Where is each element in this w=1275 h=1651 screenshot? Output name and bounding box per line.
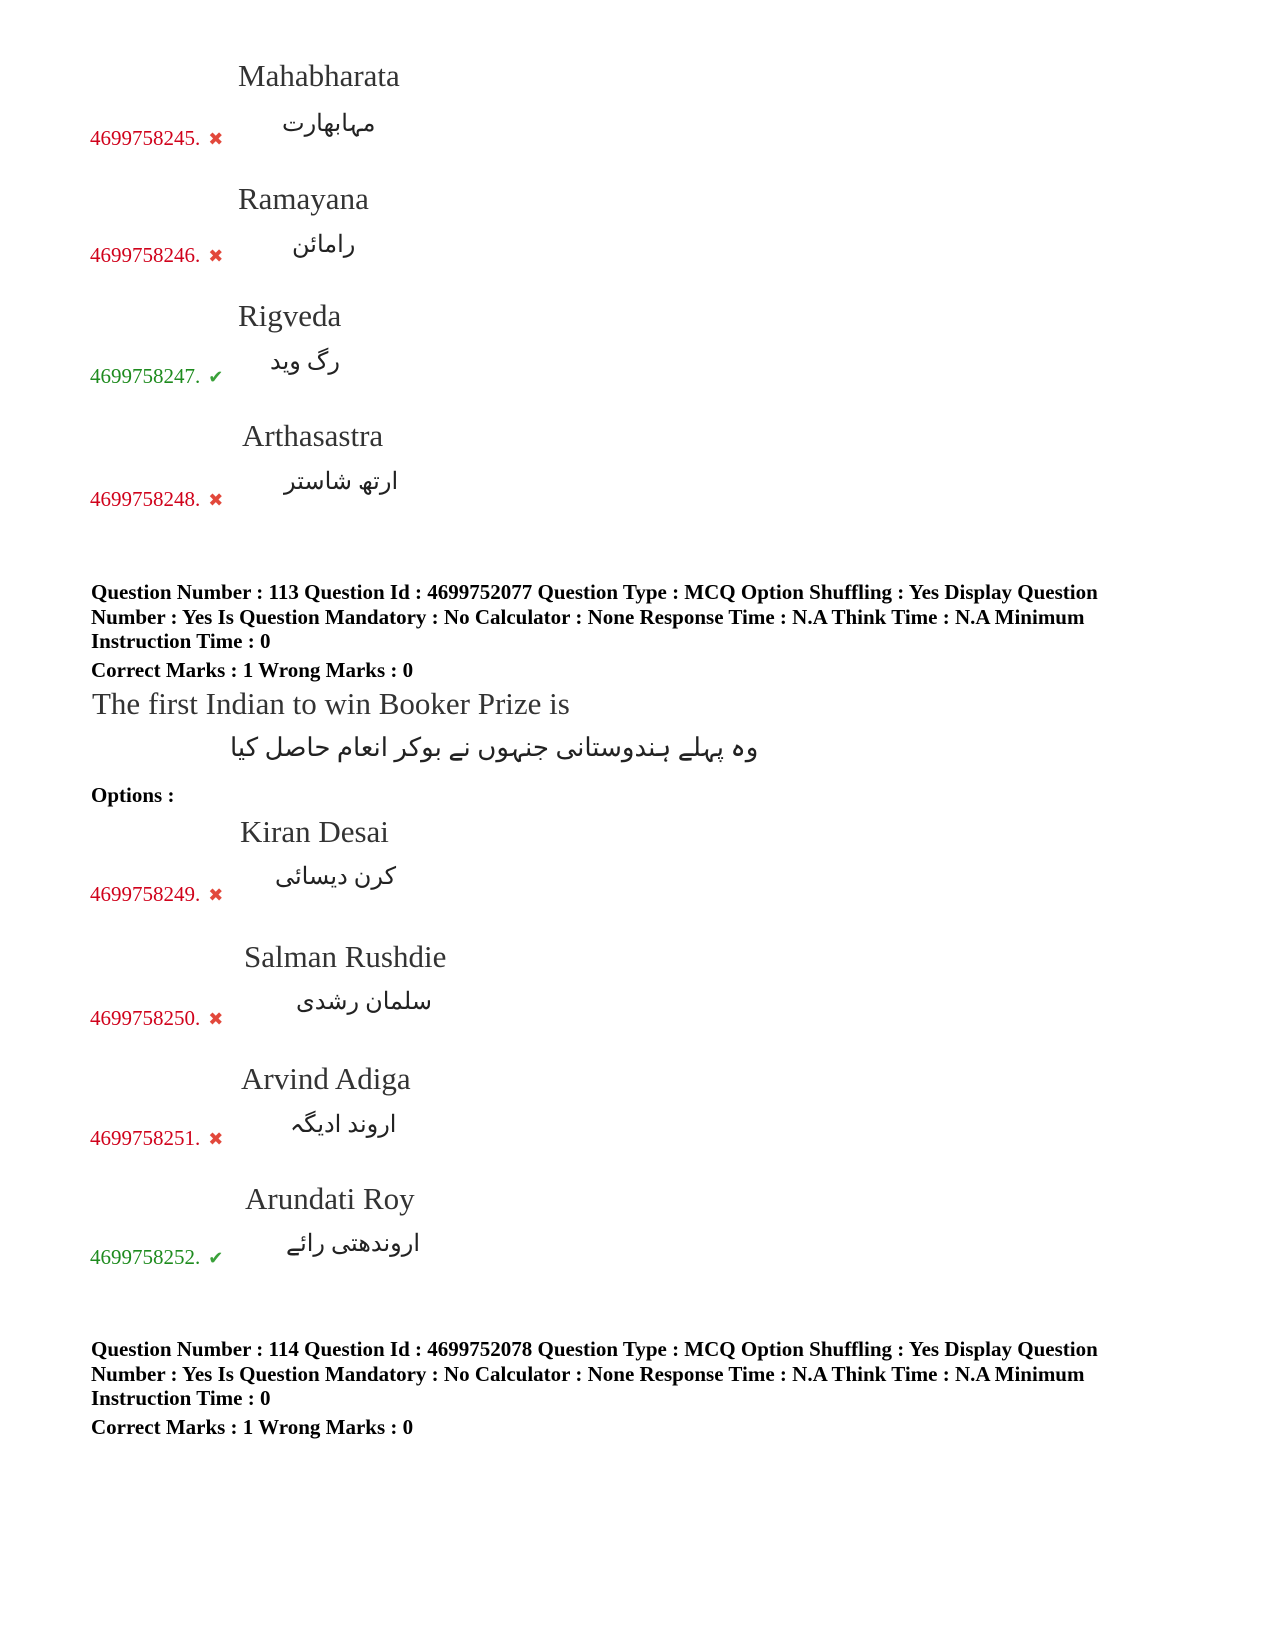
question-text-en: The first Indian to win Booker Prize is: [92, 686, 570, 721]
option-text-en: Arthasastra: [242, 418, 384, 453]
check-mark-icon: ✔: [208, 1248, 224, 1268]
option-text-ur: رامائن: [292, 232, 356, 258]
option-id: 4699758252. ✔: [90, 1245, 224, 1269]
option-text-ur: اروندھتی رائے: [286, 1231, 421, 1257]
option-text-en: Mahabharata: [238, 58, 400, 93]
option-text-ur: اروند ادیگہ: [290, 1112, 397, 1138]
option-text-en: Kiran Desai: [240, 814, 389, 849]
option-id: 4699758251. ✖: [90, 1126, 224, 1150]
marks-line: Correct Marks : 1 Wrong Marks : 0: [91, 658, 414, 682]
option-text-ur: مہابھارت: [282, 111, 376, 137]
meta-line: Question Number : 114 Question Id : 4699752078 Question Type : MCQ Option Shuffling : Yes Display Question: [91, 1337, 1098, 1361]
option-id: 4699758250. ✖: [90, 1006, 224, 1030]
option-id: 4699758246. ✖: [90, 243, 224, 267]
option-text-ur: رگ وید: [270, 349, 340, 375]
marks-line: Correct Marks : 1 Wrong Marks : 0: [91, 1415, 414, 1439]
option-text-en: Rigveda: [238, 298, 342, 333]
meta-line: Number : Yes Is Question Mandatory : No Calculator : None Response Time : N.A Think Time : N.A Minimum: [91, 1361, 1085, 1386]
option-id: 4699758247. ✔: [90, 364, 224, 388]
options-label: Options :: [91, 783, 175, 807]
question-text-ur: وہ پہلے ہندوستانی جنہوں نے بوکر انعام حاصل کیا: [230, 733, 759, 762]
option-id: 4699758245. ✖: [90, 126, 224, 150]
meta-line: Instruction Time : 0: [91, 1386, 271, 1410]
meta-line: Question Number : 113 Question Id : 4699752077 Question Type : MCQ Option Shuffling : Yes Display Question: [91, 580, 1098, 604]
option-text-en: Salman Rushdie: [244, 939, 447, 974]
check-mark-icon: ✔: [208, 367, 224, 387]
cross-mark-icon: ✖: [208, 1009, 224, 1029]
question-meta: [91, 1337, 1191, 1411]
option-text-ur: سلمان رشدی: [296, 989, 432, 1015]
option-text-en: Arvind Adiga: [241, 1061, 411, 1096]
cross-mark-icon: ✖: [208, 246, 224, 266]
cross-mark-icon: ✖: [208, 129, 224, 149]
meta-line: Number : Yes Is Question Mandatory : No Calculator : None Response Time : N.A Think Time : N.A Minimum: [91, 604, 1085, 629]
cross-mark-icon: ✖: [208, 885, 224, 905]
option-id: 4699758249. ✖: [90, 882, 224, 906]
meta-line: Instruction Time : 0: [91, 629, 271, 653]
option-text-en: Ramayana: [238, 181, 369, 216]
option-text-ur: کرن دیسائی: [275, 864, 397, 890]
option-text-en: Arundati Roy: [245, 1181, 415, 1216]
option-id: 4699758248. ✖: [90, 487, 224, 511]
cross-mark-icon: ✖: [208, 1129, 224, 1149]
question-meta: [91, 580, 1191, 654]
option-text-ur: ارتھ شاستر: [284, 469, 399, 495]
cross-mark-icon: ✖: [208, 490, 224, 510]
